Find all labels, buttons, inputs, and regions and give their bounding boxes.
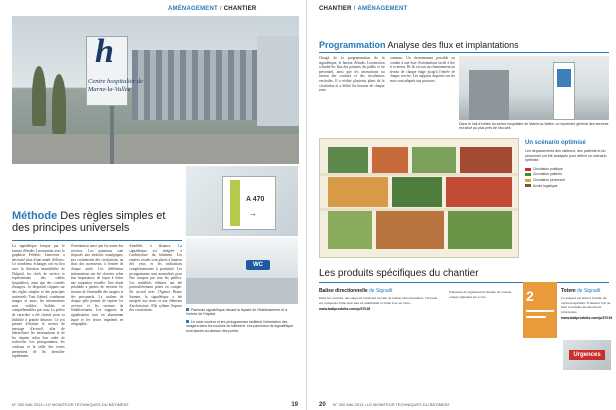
body-column-2: d'orientation ainsi que les noms des services. Les panneaux sont disposés aux endroits stratégiques, aux croisements des circulations, au droit des ascenseurs, à l'entrée de chaque unité. Les différentes informations ont été classées selon leur importance, de façon à éviter une saturation visuelle. Une étude préalable a permis de recenser les besoins de l'ensemble des usagers et des personnels. La couleur de chaque pôle permet de repérer les services et les secteurs de l'établissement. Les supports de signalisation sont en aluminium laqué et les textes imprimés en sérigraphie. [70, 244, 124, 327]
photo-caption [186, 308, 298, 317]
body-column-3: d'emblée, à distance. La signalétique est intégrée à l'architecture du bâtiment. Les repères visuels sont placés à hauteur des yeux et les indications complémentaires à proximité. Les pictogrammes sont normalisés pour être compris par tous les publics. Les mobilités réduites ont été particulièrement prises en compte. En accord avec l'Agence Bruno Saunier, la signalétique a été intégrée aux murs et aux éléments d'architecture. Elle rythme l'espace des circulations. [129, 244, 183, 313]
plan-legend [525, 167, 609, 188]
signpost-caption: Centre hospitalier de Marne-la-Vallée [88, 78, 144, 93]
room-number: A 470 [246, 196, 265, 203]
left-folio: N° 392 MAI 2013 • LE MONITEUR TECHNIQUES DU BÂTIMENT [12, 402, 129, 407]
product-name [319, 288, 439, 294]
legend-label: Accès logistique [533, 183, 558, 188]
left-photo-captions [186, 308, 298, 336]
tree [52, 74, 66, 134]
product-description: Ce support est situé à l'entrée du centre hospitalier. Il mesure 3 m de haut et indique les directions principales. [561, 296, 611, 314]
plan-zone [328, 211, 372, 249]
legend-item [525, 172, 609, 177]
hospital-building-wing [257, 36, 299, 126]
plan-zone [372, 147, 408, 173]
caption-text: Le code couleur et les pictogrammes facilitent l'orientation des usagers dans les couloirs du bâtiment. Les panneaux de signalétique sont placés au-dessus des portes. [186, 319, 294, 333]
rubric-separator: / [353, 6, 356, 12]
plan-zone [328, 177, 388, 207]
body-column-1: La signalétique lorsque par le bureau d'études Locomotion avec le graphiste Frédéric Lemercier a nécessité plus d'une année d'efforts. Ce nombreux échanges ont eu lieu avec la direction immobilière de l'hôpital, les chefs de service et représentants des cadres hospitaliers, ainsi que des comités d'usagers. Le dispositif s'appuie sur des règles simples et des principes universels. Tout d'abord, combinant images et mots, les informations sont visibles, lisibles et compréhensibles par tous. La police de caractère a été choisie pour sa lisibilité à grande distance. Ce jeu permet d'évaluer le niveau de message d'accueil, afin de hiérarchiser les informations et de les répartir selon leur ordre de recherche. Les pictogrammes, les couleurs et la taille des textes permettent de les identifier rapidement. [12, 244, 65, 359]
hospital-signpost [76, 33, 144, 164]
plan-zone [446, 177, 512, 207]
rubric-topic: CHANTIER [223, 6, 257, 12]
orange-wall-sign-photo [523, 282, 557, 338]
arrow-right-icon: → [248, 208, 257, 218]
legend-item [525, 184, 609, 189]
programming-title: Analyse des flux et implantations [387, 40, 519, 50]
rubric-separator: / [219, 6, 222, 12]
hospital-exterior-photo [12, 16, 299, 164]
hall-door [469, 70, 509, 120]
hospital-logo-letter: h [95, 33, 114, 70]
corridor-photo [186, 238, 298, 304]
method-heading-rule [12, 240, 182, 241]
road [12, 134, 299, 164]
left-rubric [168, 6, 256, 12]
method-heading [12, 210, 182, 234]
legend-label: Circulation personnel [533, 177, 565, 182]
product-description: Dans les couloirs, des supports verticaux servent de balises directionnelles. Chacune est composée d'une structure en aluminium et d'une face en verre. [319, 296, 438, 305]
product-description: Panneaux de signalisation murale de couleur orange signalant les accès. [449, 290, 512, 299]
room-sign-photo [186, 166, 298, 236]
programming-column-1: Chargé de la programmation de la signalétique, le bureau d'études Locomotion a étudié les flux des patients, du public et du personnel, ainsi que les interactions au niveau des couloirs et des circulations verticales. Il a réalisé plusieurs plans de la circulation et a défini les besoins de chaque zone. [319, 56, 385, 93]
room-sign-color-stripe [230, 180, 240, 226]
product-directional-beacon [319, 288, 439, 311]
programming-heading [319, 40, 609, 50]
product-wall-sign [449, 288, 519, 299]
right-page-number: 20 [319, 402, 326, 408]
product-maker: de Signalit [577, 288, 601, 294]
plan-zone [328, 147, 368, 173]
photo-caption [186, 320, 298, 333]
plan-corridor [320, 208, 519, 211]
caption-marker-icon [186, 320, 189, 323]
directory-kiosk [553, 62, 575, 120]
programming-body [319, 56, 455, 126]
left-page [0, 0, 307, 410]
caption-marker-icon [186, 308, 189, 311]
product-link[interactable]: www.batiproduits.com/p/37018 [319, 307, 371, 311]
rubric-section: AMÉNAGEMENT [357, 6, 408, 12]
legend-swatch [525, 168, 531, 171]
entrance-photo-caption: Dans le hall d'entrée du centre hospitalier de Marne-la-Vallée, un répertoire général des services est situé au plus près de l'accueil. [459, 122, 609, 131]
programming-column-2: commun. Un cheminement possible ou conduit à une liste d'orientations facile à lire et à retenir. De là, on suit un cheminement au niveau de chaque étage jusqu'à l'entrée de chaque service. Les supports disposés sur les murs sont adaptés aux parcours. [389, 56, 455, 83]
right-page [309, 0, 616, 410]
method-heading-keyword: Méthode [12, 210, 58, 222]
legend-item [525, 178, 609, 183]
legend-label: Circulation publique [533, 166, 563, 171]
product-name-text: Totem [561, 288, 576, 294]
left-page-number: 19 [291, 402, 298, 408]
method-heading-text: Des règles simples et des principes universels [12, 210, 166, 234]
kiosk-screen [557, 69, 571, 87]
legend-item [525, 167, 609, 172]
emergency-sign-label: Urgences [569, 350, 605, 360]
programming-keyword: Programmation [319, 40, 386, 50]
rubric-topic: CHANTIER [319, 6, 352, 12]
rubric-section: AMÉNAGEMENT [168, 6, 218, 12]
plan-zone [448, 211, 512, 249]
legend-swatch [525, 173, 531, 176]
corridor-wall [186, 278, 298, 304]
products-rule [319, 282, 609, 283]
scenario-sidebar [525, 140, 609, 188]
orange-sign-line [526, 310, 554, 312]
product-link[interactable]: www.batiproduits.com/p/37019 [561, 316, 613, 320]
products-heading: Les produits spécifiques du chantier [319, 268, 479, 279]
product-name-text: Balise directionnelle [319, 288, 368, 294]
programming-rule [319, 52, 609, 53]
product-maker: de Signalit [369, 288, 393, 294]
plan-corridor [320, 173, 519, 176]
emergency-sign-photo [563, 340, 611, 370]
plan-zone [412, 147, 456, 173]
legend-swatch [525, 184, 531, 187]
legend-label: Circulation patients [533, 172, 562, 177]
corridor-sign: WC [246, 260, 270, 270]
product-name [561, 288, 611, 294]
signpost-panel [86, 33, 128, 106]
method-body [12, 244, 182, 400]
tree [32, 66, 46, 126]
orange-sign-line [526, 316, 546, 318]
plan-zone [376, 211, 444, 249]
plan-zone [392, 177, 442, 207]
entrance-hall-photo [459, 56, 609, 120]
scenario-text: Les déplacements des visiteurs, des patients et du personnel ont été analysés pour définir un scénario optimisé. [525, 149, 607, 163]
product-totem [561, 288, 611, 320]
floor-plan [319, 138, 519, 258]
caption-text: Panneau signalétique devant la façade de l'établissement et à l'entrée de l'hôpital. [186, 308, 288, 317]
right-folio: N° 392 MAI 2013 • LE MONITEUR TECHNIQUES DU BÂTIMENT [333, 402, 450, 407]
scenario-title: Un scénario optimisé [525, 140, 586, 146]
plan-zone [460, 147, 512, 173]
legend-swatch [525, 179, 531, 182]
right-rubric [319, 6, 407, 12]
orange-sign-number: 2 [526, 288, 534, 304]
